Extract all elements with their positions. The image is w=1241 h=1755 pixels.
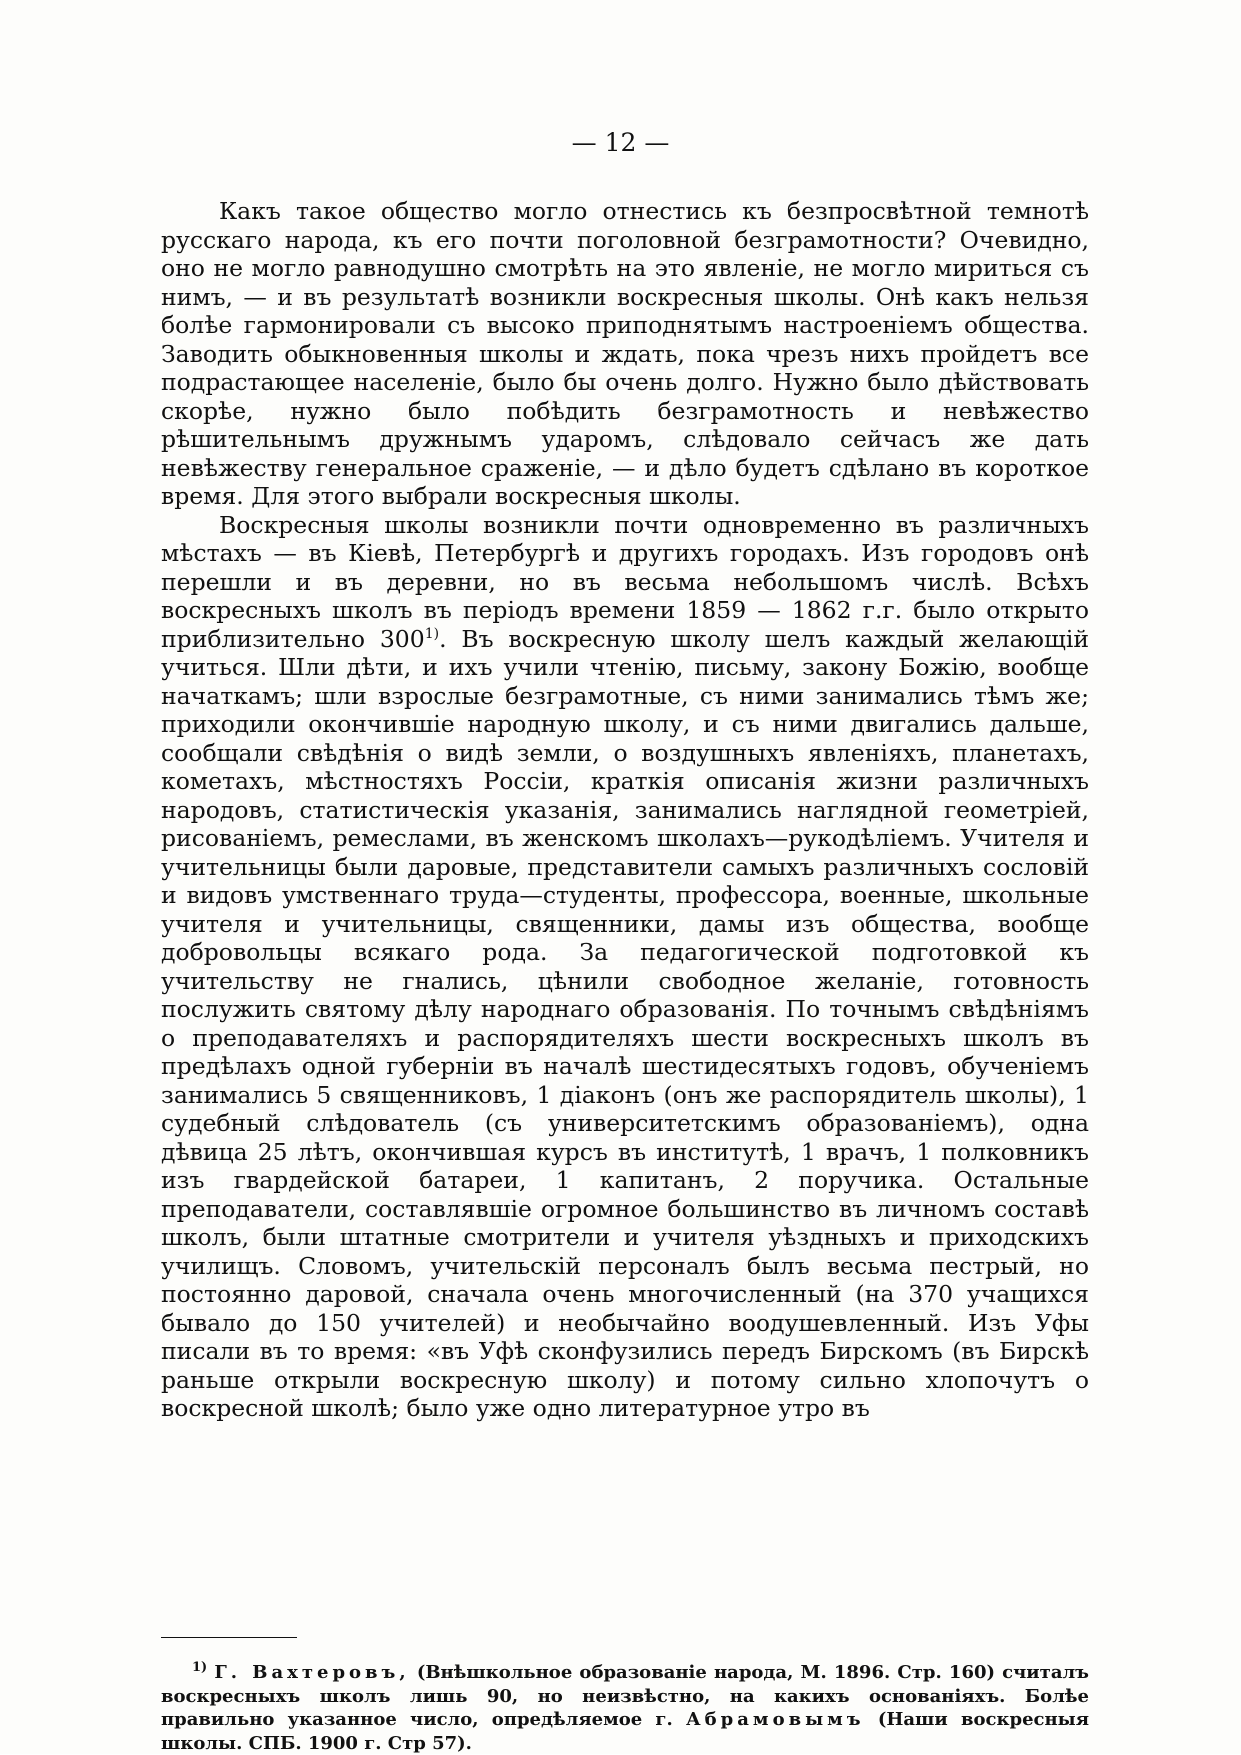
main-text [161, 197, 1089, 1423]
paragraph-2-part-b: . Въ воскресную школу шелъ каждый желающій учиться. Шли дѣти, и ихъ учили чтенію, письму, закону Божію, вообще начаткамъ; шли взрослые безграмотные, съ ними занимались тѣмъ же; приходили окончившіе народную школу, и съ ними двигались дальше, сообщали свѣдѣнія о видѣ земли, о воздушныхъ явленіяхъ, планетахъ, кометахъ, мѣстностяхъ Россіи, краткія описанія жизни различныхъ народовъ, статистическія указанія, занимались наглядной геометріей, рисованіемъ, ремеслами, въ женскомъ школахъ—рукодѣліемъ. Учителя и учительницы были даровые, представители самыхъ различныхъ сословій и видовъ умственнаго труда—студенты, профессора, военные, школьные учителя и учительницы, священники, дамы изъ общества, вообще добровольцы всякаго рода. За педагогической подготовкой къ учительству не гнались, цѣнили свободное желаніе, готовность послужить святому дѣлу народнаго образованія. По точнымъ свѣдѣніямъ о преподавателяхъ и распорядителяхъ шести воскресныхъ школъ въ предѣлахъ одной губерніи въ началѣ шестидесятыхъ годовъ, обученіемъ занимались 5 священниковъ, 1 діаконъ (онъ же распорядитель школы), 1 судебный слѣдователь (съ университетскимъ образованіемъ), одна дѣвица 25 лѣтъ, окончившая курсъ въ институтѣ, 1 врачъ, 1 полковникъ изъ гвардейской батареи, 1 капитанъ, 2 поручика. Остальные преподаватели, составлявшіе огромное большинство въ личномъ составѣ школъ, были штатные смотрители и учителя уѣздныхъ и приходскихъ училищъ. Словомъ, учительскій персоналъ былъ весьма пестрый, но постоянно даровой, сначала очень многочисленный (на 370 учащихся бывало до 150 учителей) и необычайно воодушевленный. Изъ Уфы писали въ то время: «въ Уфѣ сконфузились передъ Бирскомъ (въ Бирскѣ раньше открыли воскресную школу) и потому сильно хлопочутъ о воскресной школѣ; было уже одно литературное утро въ [161, 624, 1089, 1422]
paragraph-1: Какъ такое общество могло отнестись къ безпросвѣтной темнотѣ русскаго народа, къ его почти поголовной безграмотности? Очевидно, оно не могло равнодушно смотрѣть на это явленіе, не могло мириться съ нимъ, — и въ результатѣ возникли воскресныя школы. Онѣ какъ нельзя болѣе гармонировали съ высоко приподнятымъ настроеніемъ общества. Заводить обыкновенныя школы и ждать, пока чрезъ нихъ пройдетъ все подрастающее населеніе, было бы очень долго. Нужно было дѣйствовать скорѣе, нужно было побѣдить безграмотность и невѣжество рѣшительнымъ дружнымъ ударомъ, слѣдовало сейчасъ же дать невѣжеству генеральное сраженіе, — и дѣло будетъ сдѣлано въ короткое время. Для этого выбрали воскресныя школы. [161, 197, 1089, 510]
paragraph-2 [161, 511, 1089, 1423]
footnote-text-1: (Внѣшкольное образованіе народа, М. 1896. Стр. 160) считалъ воскресныхъ школъ лишь 90, но неизвѣстно, на какихъ основаніяхъ. Болѣе правильно указанное число, опредѣляемое г. [161, 1662, 1089, 1730]
footnote-text-2: (Наши воскресныя школы. СПБ. 1900 г. Стр 57). [161, 1709, 1089, 1754]
page-number: — 12 — [571, 128, 670, 157]
footnote-author-1: Г. Вахтеровъ, [214, 1662, 410, 1683]
footnote-reference: 1) [424, 625, 440, 642]
footnote-author-2: Абрамовымъ [686, 1709, 865, 1730]
footnote-mark: 1) [192, 1660, 208, 1675]
footnote [161, 1661, 1089, 1755]
paragraph-2-part-a: Воскресныя школы возникли почти одновременно въ различныхъ мѣстахъ — въ Кіевѣ, Петербургѣ и другихъ городахъ. Изъ городовъ онѣ перешли и въ деревни, но въ весьма небольшомъ числѣ. Всѣхъ воскресныхъ школъ въ періодъ времени 1859 — 1862 г.г. было открыто приблизительно 300 [161, 510, 1089, 653]
footnote-divider [161, 1637, 297, 1638]
